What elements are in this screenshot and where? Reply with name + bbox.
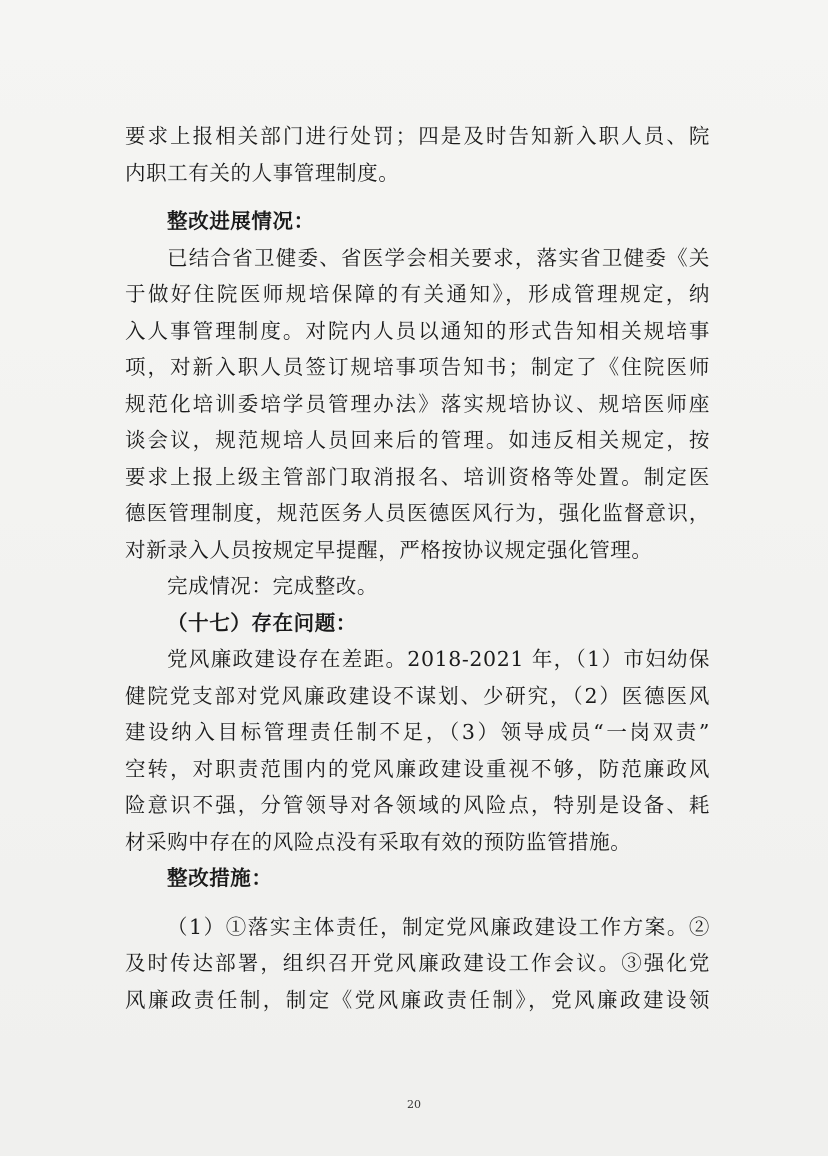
text-line: 材采购中存在的风险点没有采取有效的预防监管措施。 [125, 829, 632, 854]
text-line: 内职工有关的人事管理制度。 [125, 160, 400, 185]
section-heading: 整改措施： [167, 866, 273, 890]
document-body [125, 118, 710, 1018]
text-line: 规范化培训委培学员管理办法》落实规培协议、规培医师座 [125, 391, 710, 416]
text-line: 项，对新入职人员签订规培事项告知书；制定了《住院医师 [125, 355, 710, 379]
text-line: 要求上报上级主管部门取消报名、培训资格等处置。制定医 [125, 464, 710, 489]
text-line: 空转，对职责范围内的党风廉政建设重视不够，防范廉政风 [125, 756, 710, 781]
text-line: 于做好住院医师规培保障的有关通知》，形成管理规定，纳 [125, 282, 710, 306]
text-line: 完成情况：完成整改。 [167, 574, 378, 598]
section-heading: （十七）存在问题： [167, 610, 357, 635]
text-line: 入人事管理制度。对院内人员以通知的形式告知相关规培事 [125, 318, 710, 343]
text-line: 谈会议，规范规培人员回来后的管理。如违反相关规定，按 [125, 428, 710, 452]
text-line: 已结合省卫健委、省医学会相关要求，落实省卫健委《关 [167, 245, 710, 270]
text-line: 建设纳入目标管理责任制不足，（3）领导成员“一岗双责” [125, 720, 710, 744]
section-heading: 整改进展情况： [167, 209, 315, 233]
text-line: 对新录入人员按规定早提醒，严格按协议规定强化管理。 [125, 537, 653, 562]
text-line: 险意识不强，分管领导对各领域的风险点，特别是设备、耗 [125, 793, 710, 817]
text-line: 要求上报相关部门进行处罚；四是及时告知新入职人员、院 [125, 124, 710, 148]
text-line: 风廉政责任制，制定《党风廉政责任制》，党风廉政建设领 [125, 987, 710, 1012]
text-line: 健院党支部对党风廉政建设不谋划、少研究，（2）医德医风 [125, 683, 710, 708]
text-line: 德医管理制度，规范医务人员医德医风行为，强化监督意识， [125, 501, 710, 525]
paragraph-gap [125, 897, 710, 909]
text-line: 党风廉政建设存在差距。2018-2021 年，（1）市妇幼保 [167, 647, 710, 671]
text-line: （1）①落实主体责任，制定党风廉政建设工作方案。② [167, 914, 710, 939]
page-number: 20 [407, 1098, 421, 1111]
text-line: 及时传达部署，组织召开党风廉政建设工作会议。③强化党 [125, 951, 710, 975]
paragraph-gap [125, 191, 710, 203]
